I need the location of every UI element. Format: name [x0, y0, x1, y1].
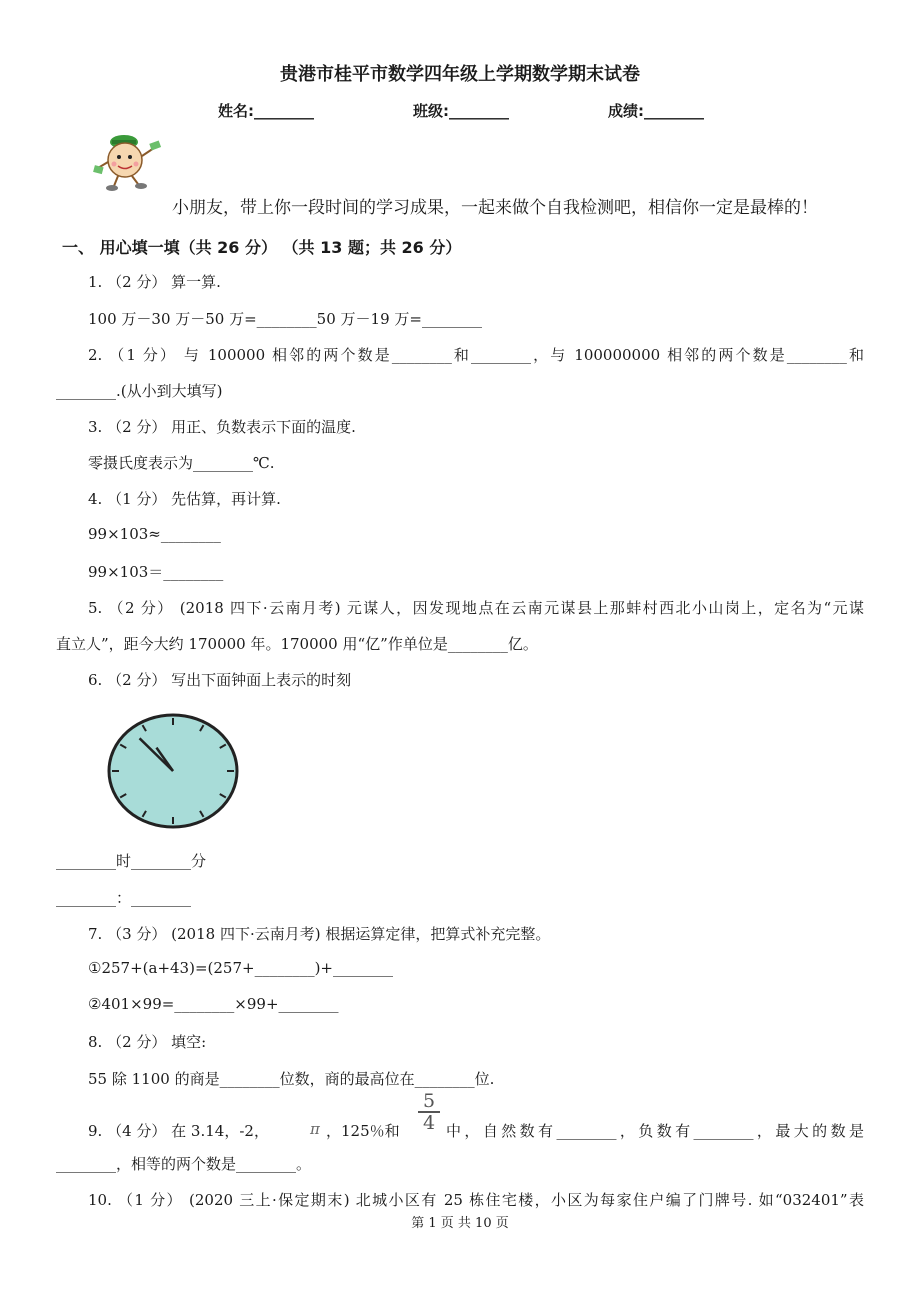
question-2-line-1: 2. （1 分） 与 100000 相邻的两个数是________和________，与 100000000 相邻的两个数是________和: [88, 346, 864, 364]
section-1-heading: 一、 用心填一填（共 26 分） （共 13 题；共 26 分）: [62, 238, 462, 257]
fraction-numerator: 5: [422, 1090, 436, 1112]
question-8-head: 8. （2 分） 填空:: [88, 1033, 207, 1051]
question-6-head: 6. （2 分） 写出下面钟面上表示的时刻: [88, 671, 352, 689]
question-7-head: 7. （3 分） (2018 四下·云南月考) 根据运算定律，把算式补充完整。: [88, 925, 551, 943]
greeting-text: 小朋友，带上你一段时间的学习成果，一起来做个自我检测吧，相信你一定是最棒的！: [172, 198, 818, 218]
clock-face: [106, 712, 240, 830]
question-4-head: 4. （1 分） 先估算，再计算.: [88, 490, 281, 508]
question-1-head: 1. （2 分） 算一算.: [88, 273, 221, 291]
question-8-body: 55 除 1100 的商是________位数，商的最高位在________位.: [88, 1070, 495, 1088]
question-3-head: 3. （2 分） 用正、负数表示下面的温度.: [88, 418, 356, 436]
page-title: 贵港市桂平市数学四年级上学期数学期末试卷: [280, 64, 640, 85]
question-10-line-1: 10. （1 分） (2020 三上·保定期末) 北城小区有 25 栋住宅楼，小区为每家住户编了门牌号. 如“032401”表: [88, 1191, 864, 1209]
question-5-line-2: 直立人”，距今大约 170000 年。170000 用“亿”作单位是________亿。: [56, 635, 538, 653]
mascot-illustration: [92, 128, 168, 194]
question-7-b: ②401×99=________×99+________: [88, 995, 339, 1013]
question-2-line-2: ________.(从小到大填写): [56, 382, 223, 400]
page-footer: 第 1 页 共 10 页: [411, 1216, 509, 1231]
question-6-answer-2: ________：________: [56, 889, 192, 907]
question-7-a: ①257+(a+43)=(257+________)+________: [88, 959, 393, 977]
fraction-denominator: 4: [422, 1112, 436, 1134]
score-field: 成绩:________: [608, 102, 704, 120]
question-9-middle: ，125％和: [326, 1122, 400, 1140]
question-4-calculate: 99×103＝________: [88, 563, 224, 581]
question-5-line-1: 5. （2 分） (2018 四下·云南月考) 元谋人，因发现地点在云南元谋县上那蚌村西北小山岗上，定名为“元谋: [88, 599, 864, 617]
name-field: 姓名:________: [218, 102, 314, 120]
class-field: 班级:________: [413, 102, 509, 120]
question-6-answer-1: ________时________分: [56, 852, 207, 870]
question-9-line-2: ________，相等的两个数是________。: [56, 1155, 312, 1173]
question-9-suffix: 中，自然数有________，负数有________，最大的数是: [446, 1122, 864, 1140]
question-1-body: 100 万－30 万－50 万=________50 万－19 万=________: [88, 310, 482, 328]
question-3-body: 零摄氏度表示为________℃.: [88, 454, 275, 472]
question-9-prefix: 9. （4 分） 在 3.14，-2，: [88, 1122, 269, 1140]
question-4-estimate: 99×103≈________: [88, 525, 221, 543]
pi-symbol: π: [310, 1120, 320, 1138]
fraction-five-fourths: [418, 1092, 440, 1132]
